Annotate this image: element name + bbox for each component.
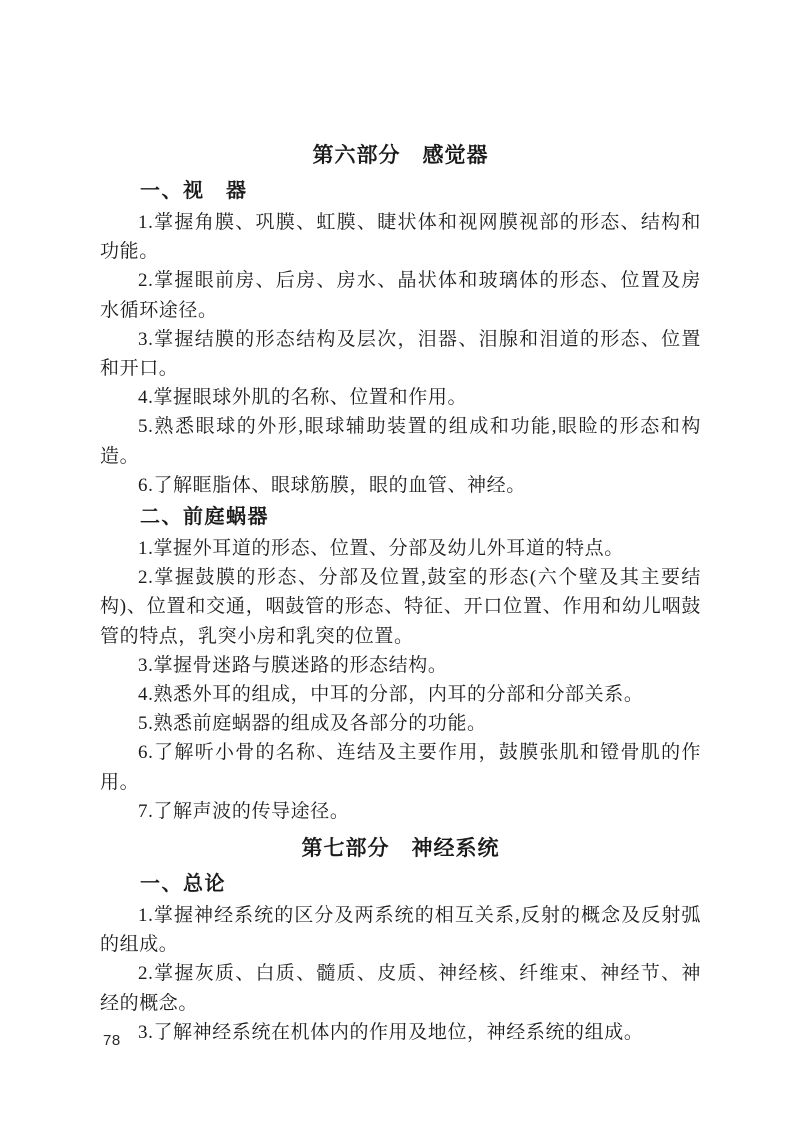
syllabus-item: 3.掌握结膜的形态结构及层次，泪器、泪腺和泪道的形态、位置和开口。 (100, 328, 701, 380)
page-content (100, 142, 701, 1047)
syllabus-item: 2.掌握眼前房、后房、房水、晶状体和玻璃体的形态、位置及房水循环途径。 (100, 270, 701, 321)
syllabus-item: 4.熟悉外耳的组成，中耳的分部，内耳的分部和分部关系。 (138, 684, 644, 706)
syllabus-item: 6.了解眶脂体、眼球筋膜，眼的血管、神经。 (138, 474, 526, 496)
section-title-part-six: 第六部分 感觉器 (312, 143, 489, 167)
syllabus-item: 2.掌握灰质、白质、髓质、皮质、神经核、纤维束、神经节、神经的概念。 (100, 963, 701, 1014)
syllabus-item: 2.掌握鼓膜的形态、分部及位置,鼓室的形态(六个壁及其主要结构)、位置和交通，咽鼓管的形态、特征、开口位置、作用和幼儿咽鼓管的特点，乳突小房和乳突的位置。 (100, 567, 701, 647)
syllabus-item: 1.掌握神经系统的区分及两系统的相互关系,反射的概念及反射弧的组成。 (100, 905, 701, 956)
syllabus-item: 1.掌握角膜、巩膜、虹膜、睫状体和视网膜视部的形态、结构和功能。 (100, 212, 701, 263)
syllabus-item: 7.了解声波的传导途径。 (138, 800, 350, 822)
section-title-part-seven: 第七部分 神经系统 (301, 836, 500, 861)
syllabus-item: 3.掌握骨迷路与膜迷路的形态结构。 (138, 654, 448, 676)
syllabus-item: 3.了解神经系统在机体内的作用及地位，神经系统的组成。 (138, 1021, 644, 1043)
subsection-heading-visual-organ: 一、视 器 (140, 178, 248, 202)
syllabus-item: 1.掌握外耳道的形态、位置、分部及幼儿外耳道的特点。 (138, 538, 624, 560)
syllabus-item: 5.熟悉眼球的外形,眼球辅助装置的组成和功能,眼睑的形态和构造。 (100, 416, 701, 467)
syllabus-item: 5.熟悉前庭蜗器的组成及各部分的功能。 (138, 713, 487, 735)
page-number: 78 (103, 1032, 121, 1049)
subsection-heading-general: 一、总论 (140, 871, 226, 896)
subsection-heading-vestibulocochlear-organ: 二、前庭蜗器 (140, 504, 269, 529)
syllabus-item: 4.掌握眼球外肌的名称、位置和作用。 (138, 387, 468, 409)
syllabus-item: 6.了解听小骨的名称、连结及主要作用，鼓膜张肌和镫骨肌的作用。 (100, 742, 701, 793)
